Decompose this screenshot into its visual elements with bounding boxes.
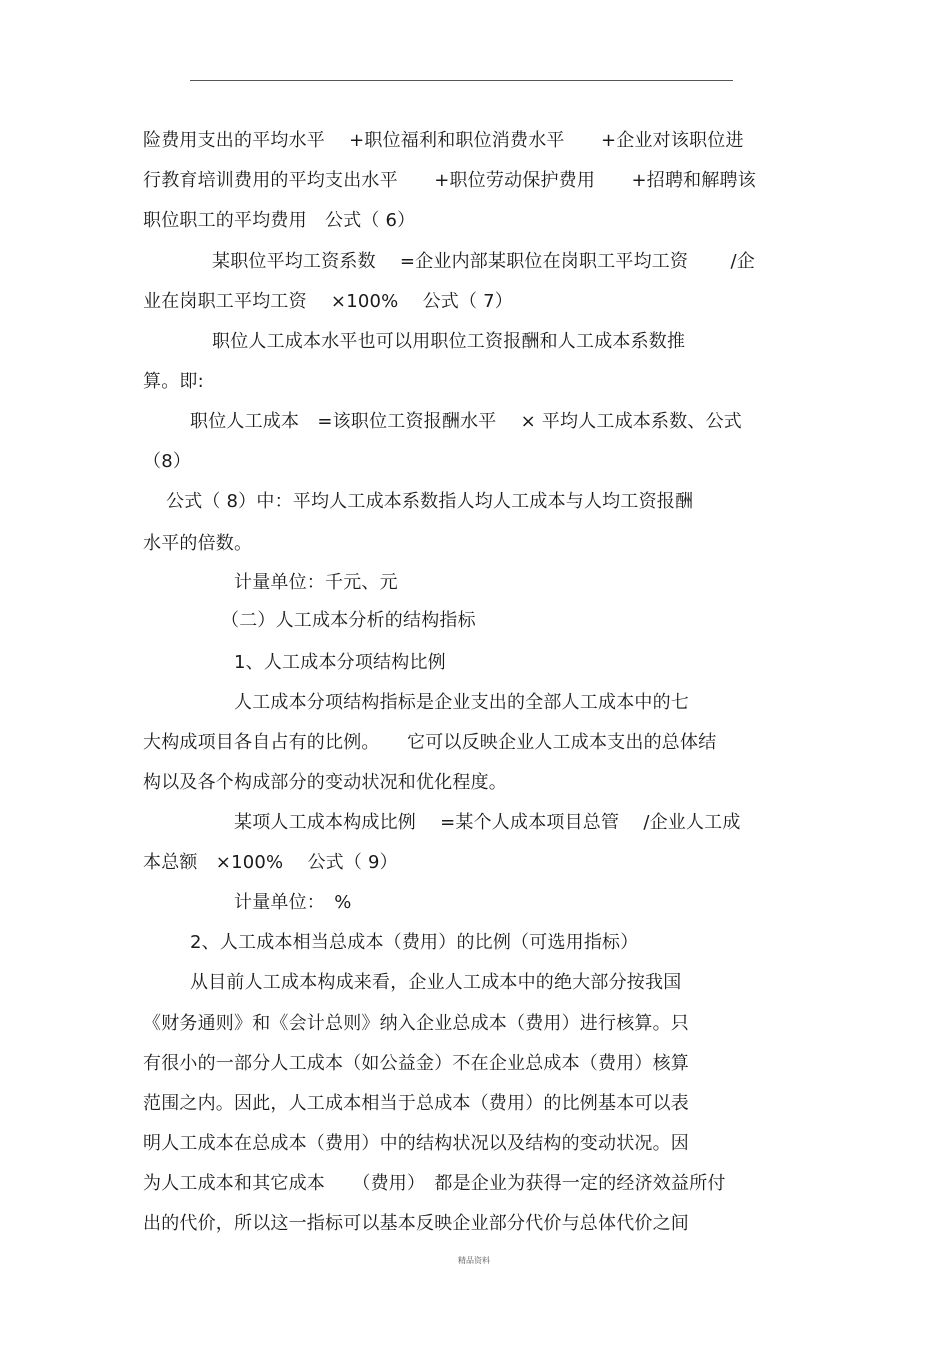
- text-line: 本总额 ×100% 公式（ 9）: [143, 852, 398, 873]
- text-line: 大构成项目各自占有的比例。 它可以反映企业人工成本支出的总体结: [143, 732, 717, 753]
- text-line: （8）: [143, 451, 192, 472]
- text-line: 《财务通则》和《会计总则》纳入企业总成本（费用）进行核算。只: [143, 1013, 689, 1034]
- text-line: 公式（ 8）中：平均人工成本系数指人均人工成本与人均工资报酬: [166, 491, 694, 512]
- text-line: 有很小的一部分人工成本（如公益金）不在企业总成本（费用）核算: [143, 1053, 689, 1074]
- text-line: 职位职工的平均费用 公式（ 6）: [143, 210, 416, 231]
- text-line: 构以及各个构成部分的变动状况和优化程度。: [143, 772, 507, 793]
- text-line: 险费用支出的平均水平 +职位福利和职位消费水平 +企业对该职位进: [143, 130, 744, 151]
- subsection-heading: 1、人工成本分项结构比例: [234, 652, 446, 673]
- text-line: 计量单位： %: [234, 892, 352, 913]
- text-line: 明人工成本在总成本（费用）中的结构状况以及结构的变动状况。因: [143, 1133, 689, 1154]
- text-line: 某职位平均工资系数 =企业内部某职位在岗职工平均工资 /企: [212, 251, 755, 272]
- text-line: 水平的倍数。: [143, 533, 253, 554]
- text-line: 业在岗职工平均工资 ×100% 公式（ 7）: [143, 291, 513, 312]
- text-line: 人工成本分项结构指标是企业支出的全部人工成本中的七: [234, 692, 689, 713]
- text-line: 行教育培训费用的平均支出水平 +职位劳动保护费用 +招聘和解聘该: [143, 170, 756, 191]
- text-line: 某项人工成本构成比例 =某个人成本项目总管 /企业人工成: [234, 812, 741, 833]
- text-line: 算。即:: [143, 371, 204, 392]
- text-line: 出的代价，所以这一指标可以基本反映企业部分代价与总体代价之间: [143, 1213, 689, 1234]
- text-line: 职位人工成本水平也可以用职位工资报酬和人工成本系数推: [212, 331, 686, 352]
- text-line: 为人工成本和其它成本 （费用） 都是企业为获得一定的经济效益所付: [143, 1173, 726, 1194]
- page-footer: 精品资料: [458, 1256, 490, 1265]
- text-line: 从目前人工成本构成来看，企业人工成本中的绝大部分按我国: [190, 972, 682, 993]
- text-line: 计量单位：千元、元: [234, 572, 398, 593]
- text-line: 范围之内。因此，人工成本相当于总成本（费用）的比例基本可以表: [143, 1093, 689, 1114]
- text-line: 职位人工成本 =该职位工资报酬水平 × 平均人工成本系数、公式: [190, 411, 743, 432]
- section-heading: （二）人工成本分析的结构指标: [221, 610, 476, 631]
- subsection-heading: 2、人工成本相当总成本（费用）的比例（可选用指标）: [190, 932, 639, 953]
- header-rule: [190, 80, 733, 81]
